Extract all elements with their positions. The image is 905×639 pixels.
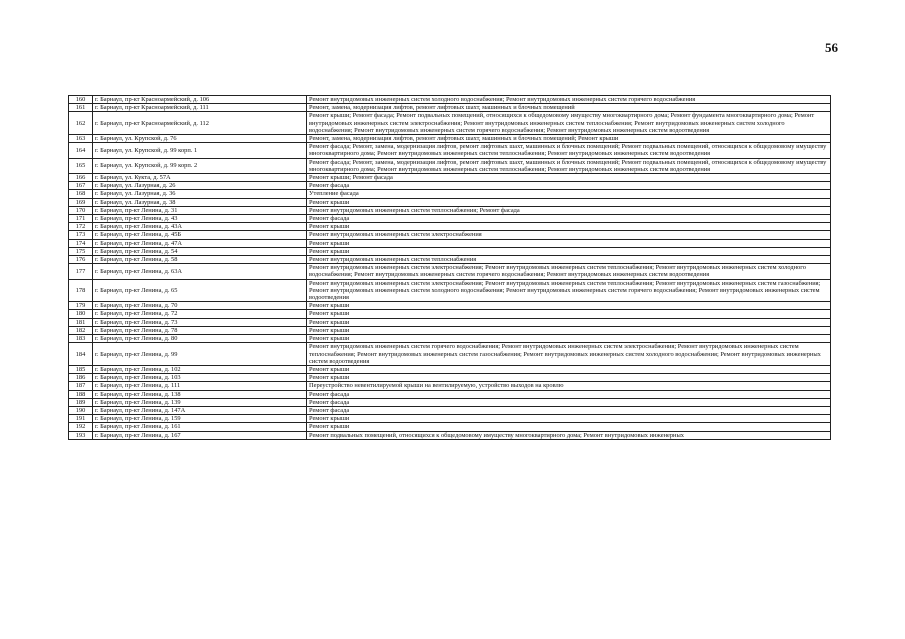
row-address: г. Барнаул, ул. Лазурная, д. 36 [93,190,307,198]
row-address: г. Барнаул, пр-кт Ленина, д. 47А [93,239,307,247]
row-work-description: Ремонт, замена, модернизация лифтов, ремонт лифтовых шахт, машинных и блочных помещений; Ремонт крыши [307,135,831,143]
row-number: 174 [69,239,93,247]
table-row [69,335,831,343]
page-number: 56 [825,40,838,55]
row-address: г. Барнаул, пр-кт Красноармейский, д. 112 [93,112,307,135]
row-number: 177 [69,264,93,279]
row-address: г. Барнаул, пр-кт Красноармейский, д. 111 [93,104,307,112]
table-row [69,215,831,223]
row-address: г. Барнаул, пр-кт Ленина, д. 43 [93,215,307,223]
row-number: 183 [69,335,93,343]
row-address: г. Барнаул, пр-кт Ленина, д. 54 [93,247,307,255]
row-work-description: Ремонт крыши [307,223,831,231]
row-work-description: Ремонт крыши; Ремонт фасада; Ремонт подвальных помещений, относящихся к общедомовому имуществу многоквартирного дома; Ремонт фундамента многоквартирного дома; Ремонт внутридомовых инженерных систем электроснабжения; Ремонт внутридомовых инженерных систем теплоснабжения; Ремонт внутридомовых инженерных систем холодного водоснабжения; Ремонт внутридомовых инженерных систем горячего водоснабжения; Ремонт внутридомовых инженерных систем водоотведения [307,112,831,135]
row-address: г. Барнаул, пр-кт Ленина, д. 78 [93,326,307,334]
table-row [69,223,831,231]
row-number: 188 [69,390,93,398]
row-number: 166 [69,174,93,182]
row-work-description: Ремонт крыши [307,247,831,255]
row-number: 162 [69,112,93,135]
row-number: 191 [69,415,93,423]
row-number: 179 [69,302,93,310]
row-address: г. Барнаул, пр-кт Ленина, д. 72 [93,310,307,318]
row-address: г. Барнаул, пр-кт Ленина, д. 161 [93,423,307,431]
row-number: 192 [69,423,93,431]
row-number: 187 [69,382,93,390]
row-work-description: Ремонт фасада [307,398,831,406]
row-address: г. Барнаул, пр-кт Ленина, д. 43А [93,223,307,231]
row-work-description: Ремонт крыши [307,198,831,206]
row-work-description: Ремонт внутридомовых инженерных систем электроснабжения [307,231,831,239]
row-work-description: Ремонт крыши; Ремонт фасада [307,174,831,182]
row-work-description: Ремонт крыши [307,326,831,334]
row-work-description: Ремонт крыши [307,318,831,326]
row-work-description: Ремонт фасада [307,390,831,398]
row-number: 161 [69,104,93,112]
table-row [69,239,831,247]
row-number: 172 [69,223,93,231]
row-address: г. Барнаул, ул. Кукта, д. 57А [93,174,307,182]
table-row [69,206,831,214]
row-address: г. Барнаул, пр-кт Ленина, д. 167 [93,431,307,439]
row-work-description: Переустройство невентилируемой крыши на вентилируемую, устройство выходов на кровлю [307,382,831,390]
table-row [69,264,831,279]
table-row [69,431,831,439]
row-address: г. Барнаул, пр-кт Ленина, д. 99 [93,343,307,366]
row-work-description: Ремонт крыши [307,335,831,343]
table-row [69,190,831,198]
row-address: г. Барнаул, ул. Крупской, д. 76 [93,135,307,143]
row-work-description: Ремонт фасада; Ремонт, замена, модернизация лифтов, ремонт лифтовых шахт, машинных и блочных помещений; Ремонт подвальных помещений, относящихся к общедомовому имуществу многоквартирного дома; Ремонт внутридомовых инженерных систем теплоснабжения; Ремонт внутридомовых инженерных систем водоотведения [307,143,831,158]
row-work-description: Ремонт крыши [307,415,831,423]
row-work-description: Ремонт крыши [307,423,831,431]
table-row [69,247,831,255]
row-address: г. Барнаул, пр-кт Красноармейский, д. 106 [93,96,307,104]
row-number: 189 [69,398,93,406]
table-row [69,256,831,264]
table-row [69,112,831,135]
row-work-description: Ремонт крыши [307,374,831,382]
row-work-description: Ремонт внутридомовых инженерных систем электроснабжения; Ремонт внутридомовых инженерных систем теплоснабжения; Ремонт внутридомовых инженерных систем холодного водоснабжения; Ремонт внутридомовых инженерных систем горячего водоснабжения; Ремонт внутридомовых инженерных систем водоотведения [307,264,831,279]
row-address: г. Барнаул, пр-кт Ленина, д. 31 [93,206,307,214]
table-row [69,343,831,366]
row-work-description: Ремонт фасада [307,406,831,414]
table-row [69,310,831,318]
row-work-description: Ремонт крыши [307,239,831,247]
row-address: г. Барнаул, пр-кт Ленина, д. 63А [93,264,307,279]
row-address: г. Барнаул, ул. Лазурная, д. 38 [93,198,307,206]
row-work-description: Ремонт внутридомовых инженерных систем электроснабжения; Ремонт внутридомовых инженерных систем теплоснабжения; Ремонт внутридомовых инженерных систем газоснабжения; Ремонт внутридомовых инженерных систем холодного водоснабжения; Ремонт внутридомовых инженерных систем горячего водоснабжения; Ремонт внутридомовых инженерных систем водоотведения [307,279,831,302]
table-row [69,104,831,112]
row-work-description: Ремонт подвальных помещений, относящихся к общедомовому имуществу многоквартирного дома; Ремонт внутридомовых инженерных [307,431,831,439]
row-work-description: Ремонт внутридомовых инженерных систем теплоснабжения [307,256,831,264]
row-address: г. Барнаул, пр-кт Ленина, д. 70 [93,302,307,310]
row-address: г. Барнаул, пр-кт Ленина, д. 139 [93,398,307,406]
row-work-description: Утепление фасада [307,190,831,198]
row-address: г. Барнаул, пр-кт Ленина, д. 73 [93,318,307,326]
table-row [69,158,831,173]
row-number: 160 [69,96,93,104]
table-row [69,398,831,406]
table-row [69,174,831,182]
row-number: 185 [69,365,93,373]
table-row [69,96,831,104]
table-row [69,198,831,206]
row-address: г. Барнаул, ул. Лазурная, д. 26 [93,182,307,190]
table-row [69,423,831,431]
table-row [69,365,831,373]
row-address: г. Барнаул, пр-кт Ленина, д. 65 [93,279,307,302]
row-number: 163 [69,135,93,143]
repair-table-body [69,96,831,440]
row-number: 175 [69,247,93,255]
row-number: 186 [69,374,93,382]
table-row [69,406,831,414]
row-number: 169 [69,198,93,206]
table-row [69,374,831,382]
row-number: 181 [69,318,93,326]
row-number: 193 [69,431,93,439]
table-row [69,326,831,334]
table-row [69,390,831,398]
row-address: г. Барнаул, пр-кт Ленина, д. 80 [93,335,307,343]
row-work-description: Ремонт внутридомовых инженерных систем теплоснабжения; Ремонт фасада [307,206,831,214]
row-address: г. Барнаул, пр-кт Ленина, д. 103 [93,374,307,382]
row-address: г. Барнаул, пр-кт Ленина, д. 58 [93,256,307,264]
table-row [69,182,831,190]
row-number: 180 [69,310,93,318]
table-row [69,415,831,423]
row-work-description: Ремонт фасада; Ремонт, замена, модернизация лифтов, ремонт лифтовых шахт, машинных и блочных помещений; Ремонт подвальных помещений, относящихся к общедомовому имуществу многоквартирного дома; Ремонт внутридомовых инженерных систем теплоснабжения; Ремонт внутридомовых инженерных систем водоотведения [307,158,831,173]
table-row [69,143,831,158]
row-address: г. Барнаул, пр-кт Ленина, д. 111 [93,382,307,390]
row-address: г. Барнаул, ул. Крупской, д. 99 корп. 2 [93,158,307,173]
row-work-description: Ремонт крыши [307,365,831,373]
row-address: г. Барнаул, пр-кт Ленина, д. 138 [93,390,307,398]
row-address: г. Барнаул, ул. Крупской, д. 99 корп. 1 [93,143,307,158]
table-row [69,302,831,310]
table-row [69,135,831,143]
row-address: г. Барнаул, пр-кт Ленина, д. 45Б [93,231,307,239]
row-work-description: Ремонт внутридомовых инженерных систем горячего водоснабжения; Ремонт внутридомовых инженерных систем электроснабжения; Ремонт внутридомовых инженерных систем теплоснабжения; Ремонт внутридомовых инженерных систем газоснабжения; Ремонт внутридомовых инженерных систем холодного водоснабжения; Ремонт внутридомовых инженерных систем водоотведения [307,343,831,366]
row-work-description: Ремонт фасада [307,182,831,190]
row-number: 184 [69,343,93,366]
table-row [69,279,831,302]
table-row [69,318,831,326]
row-work-description: Ремонт внутридомовых инженерных систем холодного водоснабжения; Ремонт внутридомовых инженерных систем горячего водоснабжения [307,96,831,104]
row-number: 164 [69,143,93,158]
row-number: 190 [69,406,93,414]
repair-table-wrapper [68,95,830,440]
table-row [69,382,831,390]
row-work-description: Ремонт фасада [307,215,831,223]
row-number: 170 [69,206,93,214]
repair-table [68,95,831,440]
row-number: 178 [69,279,93,302]
row-number: 176 [69,256,93,264]
row-work-description: Ремонт крыши [307,302,831,310]
row-number: 171 [69,215,93,223]
table-row [69,231,831,239]
row-number: 168 [69,190,93,198]
row-number: 182 [69,326,93,334]
row-number: 167 [69,182,93,190]
row-work-description: Ремонт крыши [307,310,831,318]
row-address: г. Барнаул, пр-кт Ленина, д. 102 [93,365,307,373]
row-number: 165 [69,158,93,173]
row-work-description: Ремонт, замена, модернизация лифтов, ремонт лифтовых шахт, машинных и блочных помещений [307,104,831,112]
row-address: г. Барнаул, пр-кт Ленина, д. 147А [93,406,307,414]
row-address: г. Барнаул, пр-кт Ленина, д. 159 [93,415,307,423]
row-number: 173 [69,231,93,239]
